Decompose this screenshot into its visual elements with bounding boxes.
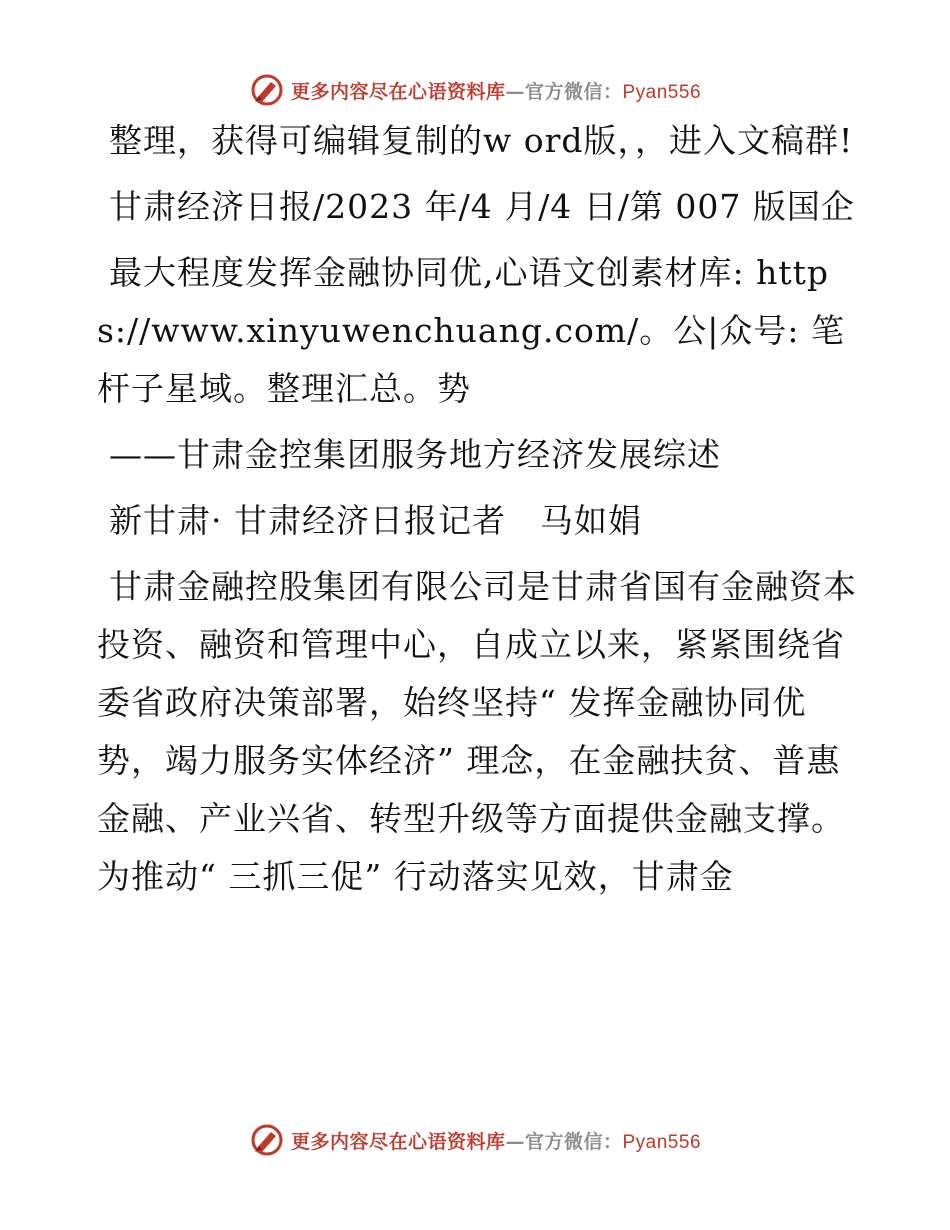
- banner-text: [291, 1127, 701, 1154]
- paragraph-body: 甘肃金融控股集团有限公司是甘肃省国有金融资本投资、融资和管理中心，自成立以来，紧紧围绕省委省政府决策部署，始终坚持“ 发挥金融协同优势，竭力服务实体经济” 理念，在金融扶贫、普惠金融、产业兴省、转型升级等方面提供金融支撑。为推动“ 三抓三促” 行动落实见效，甘肃金: [97, 567, 857, 896]
- pen-logo-icon: [249, 72, 285, 108]
- pen-logo-icon: [249, 1122, 285, 1158]
- document-body: [97, 112, 857, 914]
- banner-official-label: 官方微信：: [524, 1130, 623, 1153]
- banner-text: [291, 77, 701, 104]
- paragraph-intro: 整理，获得可编辑复制的w ord版，，进入文稿群!: [109, 121, 854, 160]
- banner-official-label: 官方微信：: [524, 80, 623, 103]
- banner-site-text: 更多内容尽在心语资料库: [290, 80, 506, 103]
- banner-dash: —: [505, 1130, 525, 1153]
- banner-handle: Pyan556: [622, 81, 702, 103]
- paragraph-headline: 最大程度发挥金融协同优,心语文创素材库: https://www.xinyuwenchuang.com/。公|众号: 笔杆子星域。整理汇总。势: [97, 253, 845, 408]
- paragraph-subheadline: ——甘肃金控集团服务地方经济发展综述: [109, 435, 721, 474]
- banner-site-text: 更多内容尽在心语资料库: [290, 1130, 506, 1153]
- footer-banner: [0, 1120, 950, 1160]
- banner-dash: —: [505, 80, 525, 103]
- banner-handle: Pyan556: [622, 1131, 702, 1153]
- header-banner: [0, 70, 950, 110]
- paragraph-source: 甘肃经济日报/2023 年/4 月/4 日/第 007 版国企: [109, 187, 855, 226]
- paragraph-byline: 新甘肃· 甘肃经济日报记者 马如娟: [109, 501, 642, 540]
